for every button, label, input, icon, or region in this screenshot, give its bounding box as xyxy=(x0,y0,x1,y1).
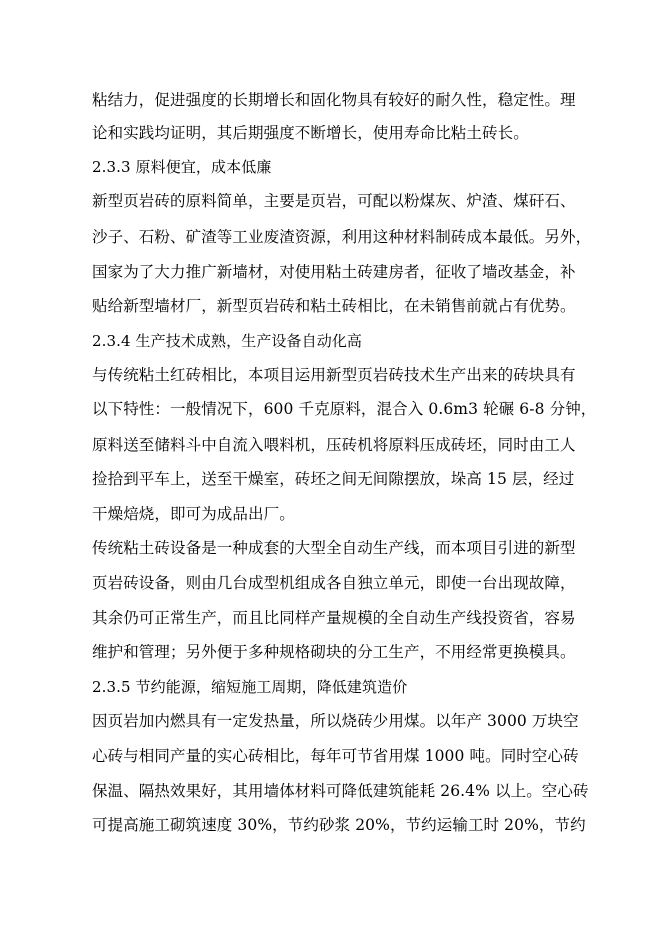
text-line: 新型页岩砖的原料简单，主要是页岩，可配以粉煤灰、炉渣、煤矸石、 xyxy=(92,192,576,210)
text-line: 原料送至储料斗中自流入喂料机，压砖机将原料压成砖坯，同时由工人 xyxy=(92,436,576,454)
text-line: 可提高施工砌筑速度 30%，节约砂浆 20%，节约运输工时 20%，节约 xyxy=(92,816,586,834)
text-line: 与传统粘土红砖相比，本项目运用新型页岩砖技术生产出来的砖块具有 xyxy=(92,366,576,384)
text-line: 维护和管理；另外便于多种规格砌块的分工生产，不用经常更换模具。 xyxy=(92,643,576,661)
text-line: 论和实践均证明，其后期强度不断增长，使用寿命比粘土砖长。 xyxy=(92,124,529,142)
section-heading: 2.3.3 原料便宜，成本低廉 xyxy=(92,158,272,176)
text-line: 捡拾到平车上，送至干燥室，砖坯之间无间隙摆放，垛高 15 层，经过 xyxy=(92,470,575,488)
text-line: 页岩砖设备，则由几台成型机组成各自独立单元，即使一台出现故障， xyxy=(92,574,576,592)
text-line: 其余仍可正常生产，而且比同样产量规模的全自动生产线投资省，容易 xyxy=(92,609,576,627)
text-line: 保温、隔热效果好，其用墙体材料可降低建筑能耗 26.4% 以上。空心砖 xyxy=(92,782,589,800)
section-heading: 2.3.5 节约能源，缩短施工周期，降低建筑造价 xyxy=(92,678,408,696)
text-line: 干燥焙烧，即可为成品出厂。 xyxy=(92,505,295,523)
text-line: 沙子、石粉、矿渣等工业废渣资源，利用这种材料制砖成本最低。另外， xyxy=(92,228,592,246)
text-line: 传统粘土砖设备是一种成套的大型全自动生产线，而本项目引进的新型 xyxy=(92,539,576,557)
text-line: 心砖与相同产量的实心砖相比，每年可节省用煤 1000 吨。同时空心砖 xyxy=(92,747,579,765)
text-line: 国家为了大力推广新墙材，对使用粘土砖建房者，征收了墙改基金，补 xyxy=(92,263,576,281)
text-line: 因页岩加内燃具有一定发热量，所以烧砖少用煤。以年产 3000 万块空 xyxy=(92,712,579,730)
text-line: 以下特性：一般情况下，600 千克原料，混合入 0.6m3 轮碾 6-8 分钟， xyxy=(92,400,597,418)
section-heading: 2.3.4 生产技术成熟，生产设备自动化高 xyxy=(92,332,363,350)
text-line: 贴给新型墙材厂，新型页岩砖和粘土砖相比，在未销售前就占有优势。 xyxy=(92,297,576,315)
text-line: 粘结力，促进强度的长期增长和固化物具有较好的耐久性，稳定性。理 xyxy=(92,91,576,109)
